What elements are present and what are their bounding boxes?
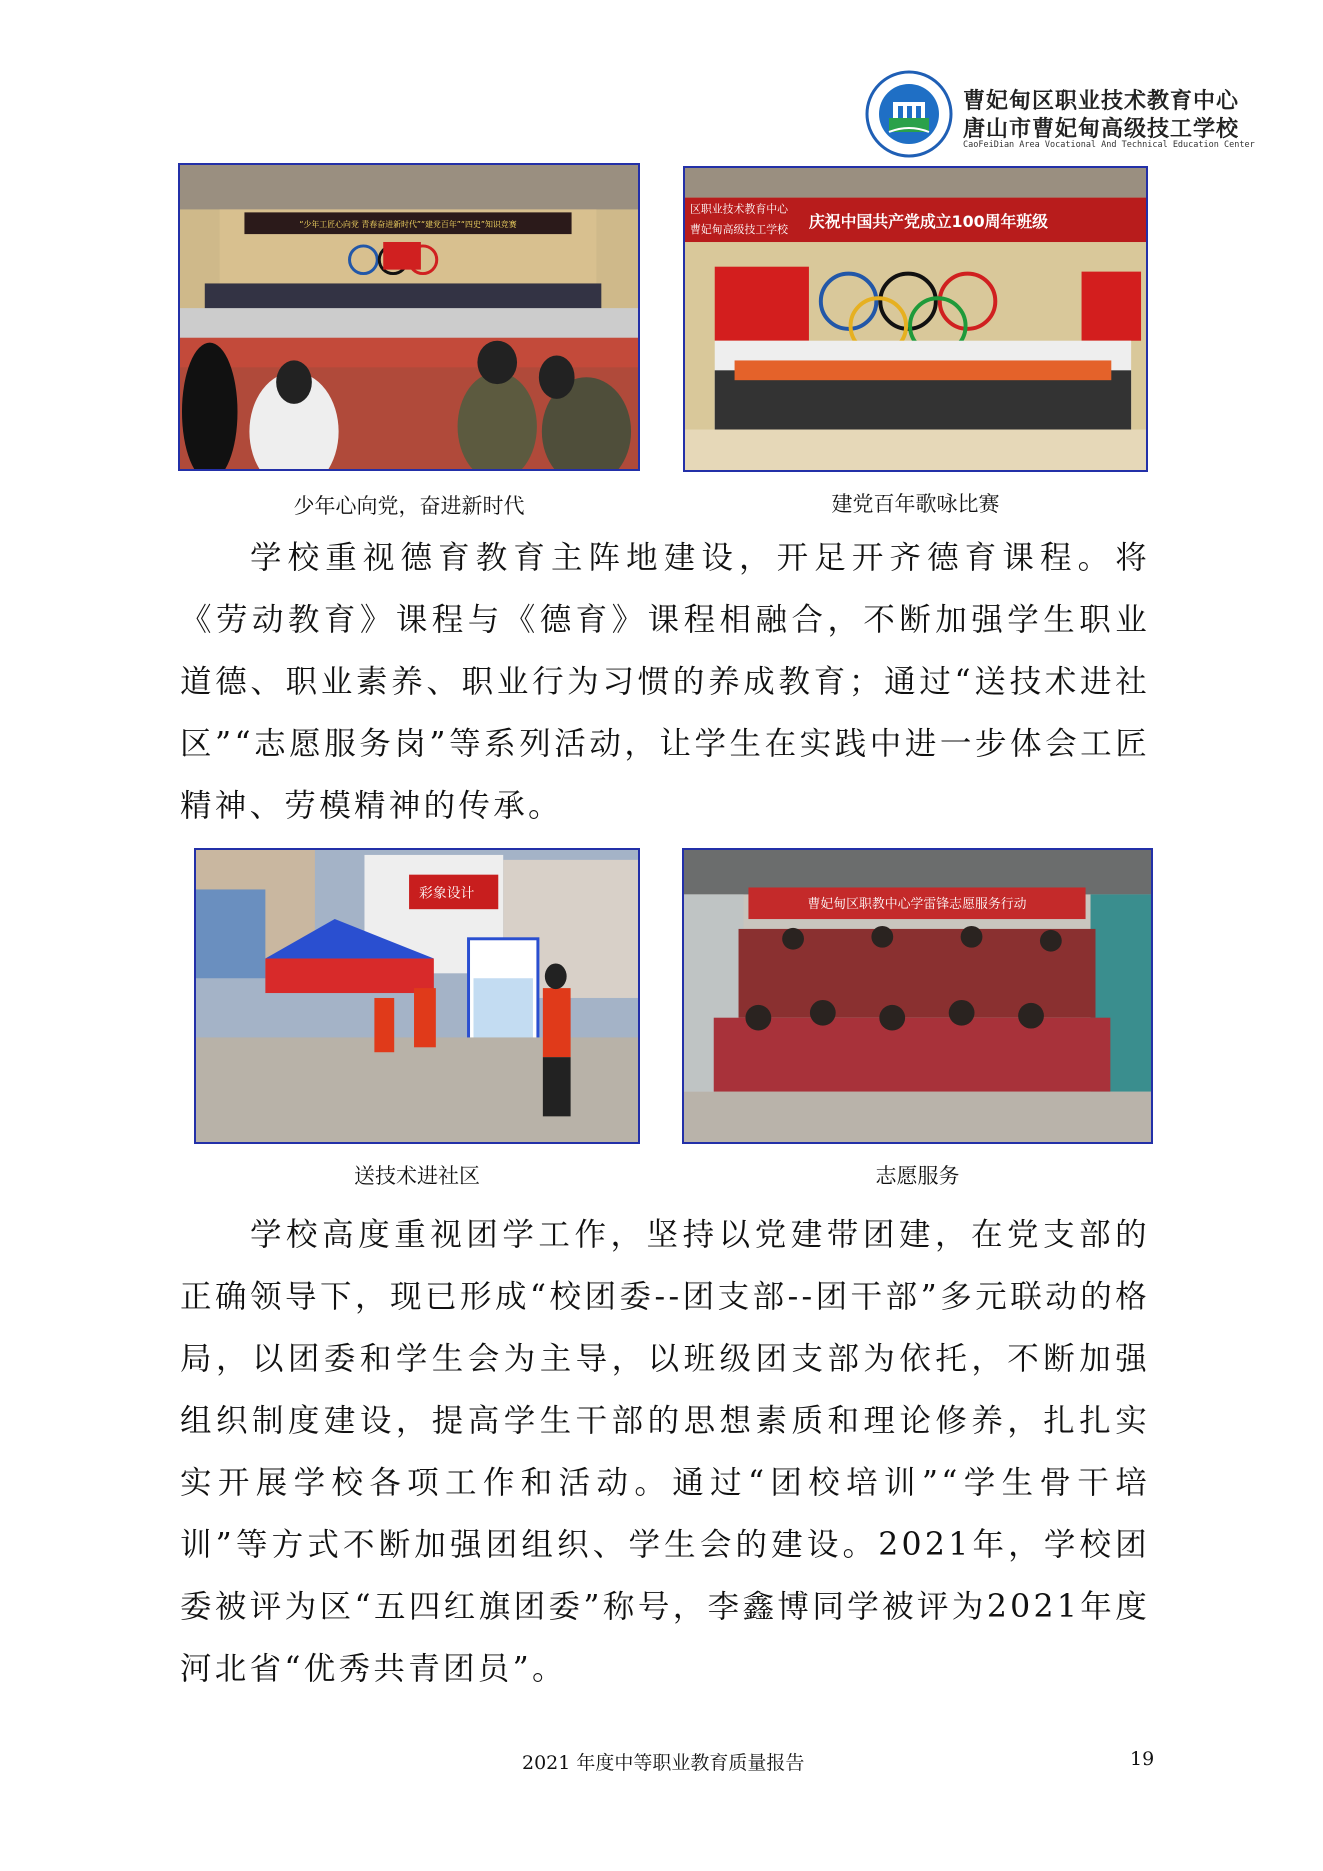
shop-sign-text: 彩象设计 (418, 885, 475, 902)
singing-banner-left-2: 曹妃甸高级技工学校 (689, 223, 789, 237)
paragraph-moral-education (180, 527, 1150, 837)
singing-banner-left-1: 区职业技术教育中心 (689, 202, 789, 216)
caption-knowledge-contest: 少年心向党，奋进新时代 (293, 494, 525, 518)
school-header (865, 70, 1265, 160)
report-title: 2021 年度中等职业教育质量报告 (522, 1752, 805, 1774)
paragraph-youth-league-text: 学校高度重视团学工作，坚持以党建带团建，在党支部的正确领导下，现已形成“校团委--团支部--团干部”多元联动的格局，以团委和学生会为主导，以班级团支部为依托，不断加强组织制度建设，提高学生干部的思想素质和理论修养，扎扎实实开展学校各项工作和活动。通过“团校培训”“学生骨干培训”等方式不断加强团组织、学生会的建设。2021年，学校团委被评为区“五四红旗团委”称号，李鑫博同学被评为2021年度河北省“优秀共青团员”。 (180, 1217, 1150, 1687)
photo-singing-contest (683, 166, 1148, 472)
school-name-cn-2: 唐山市曹妃甸高级技工学校 (963, 117, 1240, 142)
contest-banner-text: “少年工匠心向党 青春奋进新时代”“建党百年”“四史”知识竞赛 (299, 220, 517, 230)
caption-singing-contest: 建党百年歌咏比赛 (831, 492, 1000, 516)
photo-knowledge-contest (178, 163, 640, 471)
volunteer-banner-text: 曹妃甸区职教中心学雷锋志愿服务行动 (807, 897, 1027, 913)
page-number: 19 (1130, 1748, 1155, 1770)
singing-banner-right: 庆祝中国共产党成立100周年班级 (808, 212, 1049, 232)
paragraph-moral-education-text: 学校重视德育教育主阵地建设，开足开齐德育课程。将《劳动教育》课程与《德育》课程相融合，不断加强学生职业道德、职业素养、职业行为习惯的养成教育；通过“送技术进社区”“志愿服务岗”等系列活动，让学生在实践中进一步体会工匠精神、劳模精神的传承。 (180, 540, 1150, 824)
school-logo-icon (865, 70, 953, 158)
school-name-en: CaoFeiDian Area Vocational And Technical Education Center (963, 140, 1255, 150)
school-name-cn-1: 曹妃甸区职业技术教育中心 (963, 89, 1240, 114)
paragraph-youth-league (180, 1204, 1150, 1700)
photo-community-service (194, 848, 640, 1144)
caption-volunteer-service: 志愿服务 (875, 1164, 960, 1188)
photo-volunteer-service (682, 848, 1153, 1144)
caption-community-service: 送技术进社区 (354, 1164, 480, 1188)
